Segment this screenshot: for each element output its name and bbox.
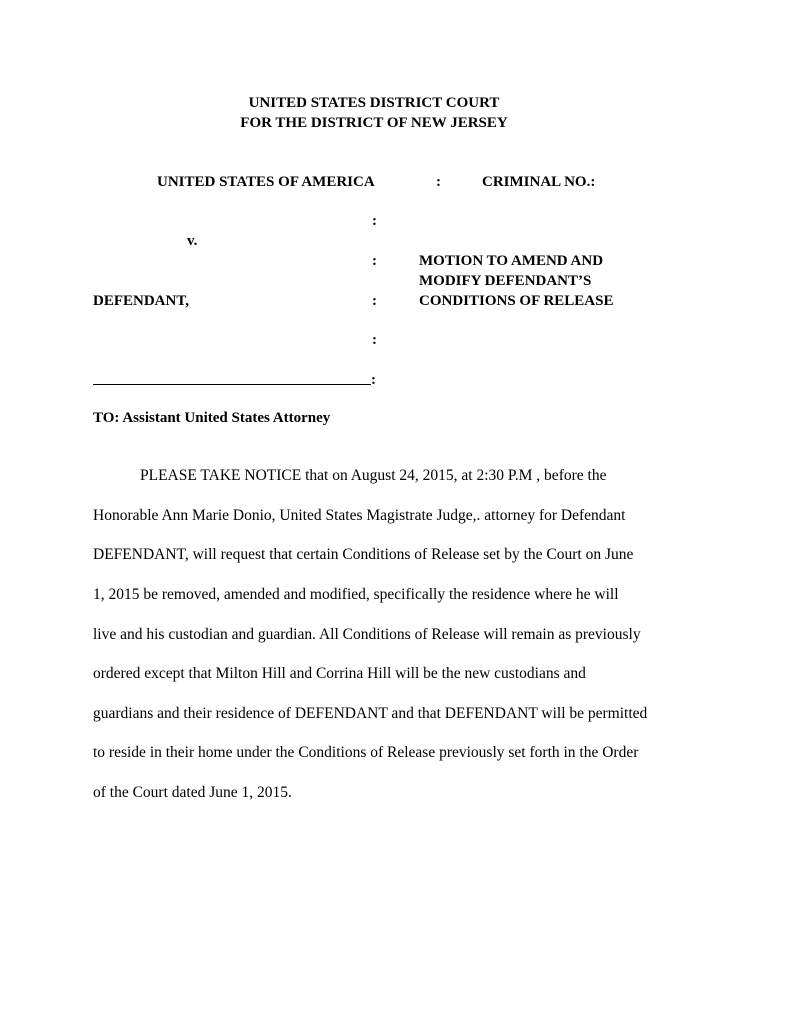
body-line: live and his custodian and guardian. All Conditions of Release will remain as previously: [93, 626, 641, 643]
caption-underline: [93, 384, 371, 385]
versus-label: v.: [187, 233, 198, 249]
caption-separator: :: [372, 213, 377, 229]
court-name: UNITED STATES DISTRICT COURT: [248, 95, 500, 111]
body-line: Honorable Ann Marie Donio, United States Magistrate Judge,. attorney for Defendant: [93, 507, 626, 524]
body-line: of the Court dated June 1, 2015.: [93, 784, 292, 801]
motion-title-line3: CONDITIONS OF RELEASE: [419, 293, 614, 309]
court-district: FOR THE DISTRICT OF NEW JERSEY: [240, 115, 508, 131]
plaintiff-name: UNITED STATES OF AMERICA: [157, 174, 375, 190]
defendant-name: DEFENDANT,: [93, 293, 189, 309]
body-line: guardians and their residence of DEFENDANT and that DEFENDANT will be permitted: [93, 705, 648, 722]
caption-separator: :: [372, 253, 377, 269]
motion-title-line1: MOTION TO AMEND AND: [419, 253, 604, 269]
caption-separator: :: [372, 293, 377, 309]
body-line: 1, 2015 be removed, amended and modified, specifically the residence where he will: [93, 586, 619, 603]
body-line: to reside in their home under the Conditions of Release previously set forth in the Order: [93, 744, 639, 761]
body-line: DEFENDANT, will request that certain Conditions of Release set by the Court on June: [93, 546, 634, 563]
caption-separator: :: [436, 174, 441, 190]
addressee-line: TO: Assistant United States Attorney: [93, 410, 331, 426]
motion-title-line2: MODIFY DEFENDANT’S: [419, 273, 592, 289]
caption-separator: :: [372, 332, 377, 348]
case-number-label: CRIMINAL NO.:: [482, 174, 596, 190]
body-line: ordered except that Milton Hill and Corrina Hill will be the new custodians and: [93, 665, 586, 682]
body-line: PLEASE TAKE NOTICE that on August 24, 2015, at 2:30 P.M , before the: [140, 467, 607, 484]
caption-separator: :: [371, 372, 376, 388]
